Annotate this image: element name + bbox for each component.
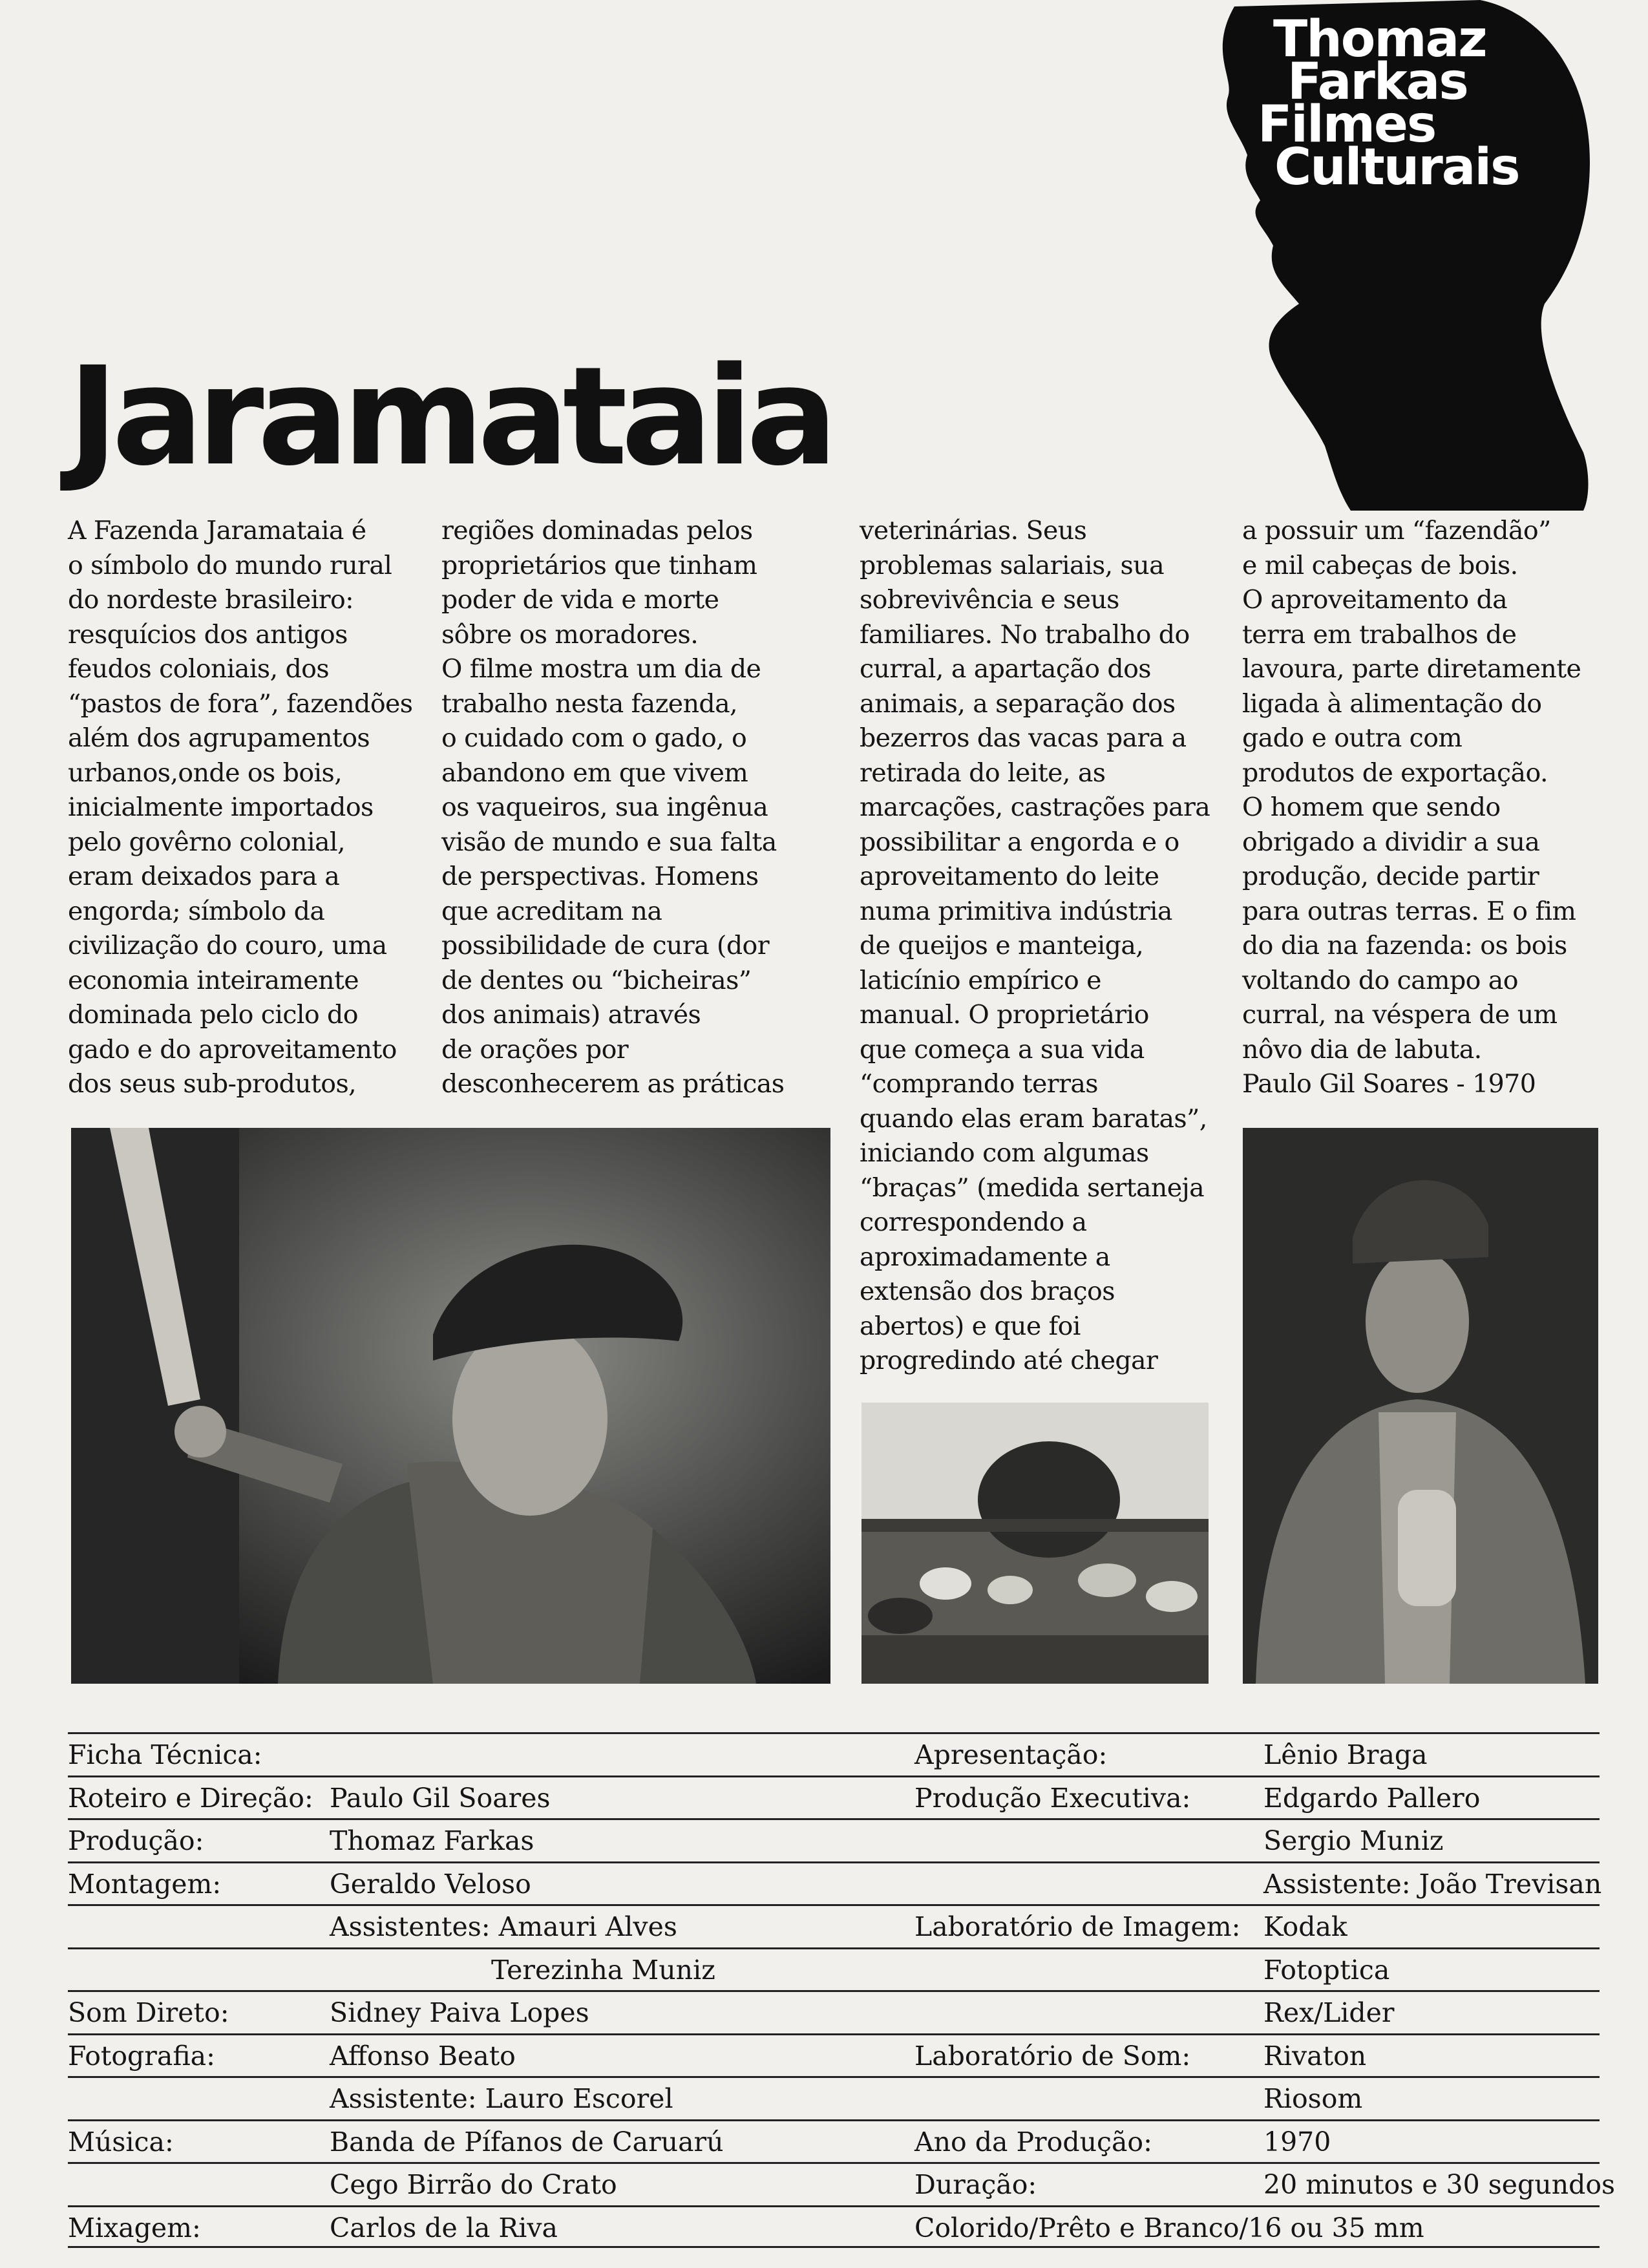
body-text-line: A Fazenda Jaramataia é [68,516,366,546]
photo-cattle-field [861,1403,1209,1684]
body-text-line: abertos) e que foi [860,1311,1081,1341]
body-text-line: produtos de exportação. [1242,758,1548,788]
credit-name: Carlos de la Riva [330,2212,558,2243]
credit-role: Música: [68,2126,174,2157]
body-text-line: de perspectivas. Homens [441,862,759,891]
credit-role: Roteiro e Direção: [68,1782,313,1814]
body-text-line: economia inteiramente [68,965,359,995]
credit-role: Mixagem: [68,2212,201,2243]
logo-line-filmes: Filmes [1258,96,1436,154]
credits-row [68,1861,1600,1905]
credit-name: Assistentes: Amauri Alves [330,1911,677,1942]
credits-row [68,2119,1600,2163]
credits-row [68,1818,1600,1861]
credits-row [68,2033,1600,2077]
credit-value-right: Rivaton [1263,2040,1367,2072]
body-text-line: “pastos de fora”, fazendões [68,688,413,719]
credit-name: Banda de Pífanos de Caruarú [330,2126,724,2157]
credits-row [68,1904,1600,1947]
credits-row [68,2076,1600,2119]
body-text-line: laticínio empírico e [860,965,1101,995]
credits-row [68,2205,1600,2249]
credit-name: Affonso Beato [330,2040,516,2072]
body-text-line: possibilidade de cura (dor [441,931,770,960]
page-title: Jaramataia [68,337,832,496]
body-text-line: produção, decide partir [1242,862,1539,891]
credit-role-right: Produção Executiva: [914,1782,1191,1814]
body-text-line: quando elas eram baratas”, [860,1103,1207,1134]
body-text-line: pelo govêrno colonial, [68,827,345,857]
body-text-line: manual. O proprietário [860,1000,1149,1030]
body-text-line: marcações, castrações para [860,792,1210,822]
logo-line-culturais: Culturais [1274,138,1519,196]
body-text-line: lavoura, parte diretamente [1242,654,1581,684]
text-column-1 [68,514,412,1102]
body-text-line: O homem que sendo [1242,792,1501,822]
credit-value-right: Rex/Lider [1263,1997,1395,2028]
body-text-line: eram deixados para a [68,862,340,891]
credits-row [68,2162,1616,2205]
logo [1144,0,1596,511]
credit-value-right: Assistente: João Trevisan [1263,1868,1602,1900]
credit-role-right: Laboratório de Som: [914,2040,1191,2072]
body-text-line: feudos coloniais, dos [68,654,330,684]
body-text-line: obrigado a dividir a sua [1242,827,1540,857]
credit-name: Geraldo Veloso [330,1868,531,1900]
photo-vaqueiro-profile [71,1128,830,1684]
body-text-line: gado e do aproveitamento [68,1034,397,1065]
body-text-line: gado e outra com [1242,723,1463,753]
body-text-line: terra em trabalhos de [1242,619,1517,650]
credits-row [68,1732,1600,1775]
body-text-line: dominada pelo ciclo do [68,1000,358,1030]
body-text-line: “comprando terras [860,1069,1098,1099]
body-text-line: progredindo até chegar [860,1346,1158,1375]
body-text-line: extensão dos braços [860,1277,1115,1306]
body-text-line: o símbolo do mundo rural [68,550,392,580]
text-column-4 [1242,514,1581,1102]
body-text-line: além dos agrupamentos [68,723,370,753]
credit-role-right: Duração: [914,2169,1037,2200]
body-text-line: iniciando com algumas [860,1138,1149,1168]
body-text-line: que acreditam na [441,896,662,926]
body-text-line: O filme mostra um dia de [441,654,761,684]
body-text-line: “braças” (medida sertaneja [860,1172,1205,1203]
body-text-line: regiões dominadas pelos [441,516,753,546]
body-text-line: sobrevivência e seus [860,585,1119,615]
credit-role: Montagem: [68,1868,222,1900]
credit-name: Sidney Paiva Lopes [330,1997,589,2028]
body-text-line: a possuir um “fazendão” [1242,516,1551,546]
body-text-line: Paulo Gil Soares - 1970 [1242,1069,1536,1099]
body-text-line: os vaqueiros, sua ingênua [441,792,768,822]
text-column-3 [860,514,1210,1379]
body-text-line: inicialmente importados [68,792,374,822]
body-text-line: aproximadamente a [860,1242,1110,1272]
body-text-line: abandono em que vivem [441,758,748,788]
body-text-line: problemas salariais, sua [860,550,1165,580]
credit-value-right: Riosom [1263,2083,1363,2114]
credit-role: Fotografia: [68,2040,215,2072]
body-text-line: voltando do campo ao [1242,965,1518,995]
photo-vaqueiro-standing [1243,1128,1598,1684]
body-text-line: possibilitar a engorda e o [860,827,1179,857]
body-text-line: urbanos,onde os bois, [68,758,343,788]
body-text-line: bezerros das vacas para a [860,723,1187,753]
credit-name: Thomaz Farkas [330,1825,534,1856]
body-text-line: dos animais) através [441,1000,701,1030]
credits-row [68,1990,1600,2033]
text-column-2 [441,514,784,1102]
body-text-line: aproveitamento do leite [860,862,1159,891]
body-text-line: proprietários que tinham [441,550,757,580]
body-text-line: o cuidado com o gado, o [441,723,747,753]
credit-name: Cego Birrão do Crato [330,2169,617,2200]
body-text-line: correspondendo a [860,1207,1087,1237]
body-text-line: e mil cabeças de bois. [1242,550,1518,580]
body-text-line: civilização do couro, uma [68,931,387,960]
logo-line-thomaz: Thomaz [1273,10,1486,69]
credit-role-right: Colorido/Prêto e Branco/16 ou 35 mm [914,2212,1424,2243]
body-text-line: desconhecerem as práticas [441,1069,785,1099]
body-text-line: do dia na fazenda: os bois [1242,931,1567,960]
credit-role: Som Direto: [68,1997,229,2028]
body-text-line: poder de vida e morte [441,585,719,615]
body-text-line: de orações por [441,1034,629,1065]
body-text-line: que começa a sua vida [860,1034,1145,1065]
credit-name: Assistente: Lauro Escorel [330,2083,673,2114]
body-text-line: visão de mundo e sua falta [441,827,777,857]
credit-value-right: 20 minutos e 30 segundos [1263,2169,1616,2200]
credit-value-right: Lênio Braga [1263,1739,1428,1770]
credit-role: Ficha Técnica: [68,1739,262,1770]
credit-role-right: Laboratório de Imagem: [914,1911,1241,1942]
body-text-line: de queijos e manteiga, [860,931,1144,960]
body-text-line: do nordeste brasileiro: [68,585,354,615]
body-text-line: para outras terras. E o fim [1242,896,1576,926]
body-text-line: de dentes ou “bicheiras” [441,965,752,995]
credits-table [68,1732,1616,2248]
credit-value-right: Fotoptica [1263,1954,1390,1986]
body-text-line: curral, a apartação dos [860,654,1151,684]
logo-line-farkas: Farkas [1287,53,1468,111]
credit-name-cont: Terezinha Muniz [491,1954,715,1986]
body-text-line: animais, a separação dos [860,688,1176,719]
body-text-line: retirada do leite, as [860,758,1106,788]
body-text-line: curral, na véspera de um [1242,1000,1558,1030]
credit-role: Produção: [68,1825,204,1856]
credit-value-right: Kodak [1263,1911,1347,1942]
credit-role-right: Ano da Produção: [914,2126,1152,2157]
body-text-line: trabalho nesta fazenda, [441,688,738,719]
credit-role-right: Apresentação: [914,1739,1108,1770]
credit-name: Paulo Gil Soares [330,1782,551,1814]
credit-value-right: 1970 [1263,2126,1331,2157]
body-text-line: sôbre os moradores. [441,619,699,650]
body-text-line: ligada à alimentação do [1242,688,1542,719]
body-text-line: O aproveitamento da [1242,585,1508,615]
body-text-line: nôvo dia de labuta. [1242,1034,1482,1065]
credits-row [68,1947,1600,1991]
body-text-line: familiares. No trabalho do [860,619,1190,650]
body-text-line: resquícios dos antigos [68,619,348,650]
body-text-line: dos seus sub-produtos, [68,1069,357,1099]
credit-value-right: Edgardo Pallero [1263,1782,1481,1814]
body-text-line: numa primitiva indústria [860,896,1172,926]
credits-row [68,1775,1600,1819]
body-text-line: veterinárias. Seus [860,516,1087,546]
credit-value-right: Sergio Muniz [1263,1825,1444,1856]
body-text-line: engorda; símbolo da [68,896,325,926]
